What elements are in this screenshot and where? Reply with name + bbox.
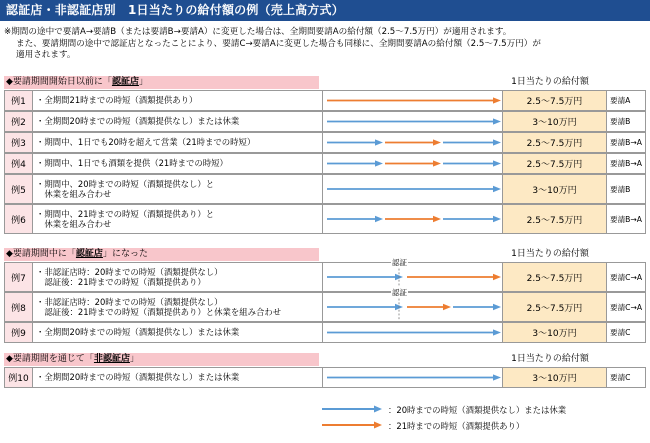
row-number: 例2: [5, 112, 33, 131]
row-amount: 3～10万円: [502, 175, 606, 203]
section-head-2: ◆要請期間中に「認証店」になった: [4, 248, 319, 261]
row-amount: 2.5～7.5万円: [502, 154, 606, 173]
row-timeline: [322, 368, 502, 387]
table-row: [4, 90, 646, 111]
row-amount: 2.5～7.5万円: [502, 205, 606, 233]
row-amount: 2.5～7.5万円: [502, 263, 606, 291]
table-row: [4, 153, 646, 174]
section-head-2-em: 認証店: [75, 249, 103, 259]
row-type: 要請B: [606, 175, 646, 203]
row-amount: 3～10万円: [502, 368, 606, 387]
row-description: ・非認証店時：20時までの時短（酒類提供なし） 認証後：21時までの時短（酒類提供あり）: [36, 266, 223, 287]
timeline-arrow: [323, 293, 503, 321]
legend-blue-arrow-icon: [320, 404, 384, 414]
note-line-1: ※期間の途中で要請A→要請B（または要請B→要請A）に変更した場合は、全期間要請Aの給付額（2.5～7.5万円）が適用されます。: [4, 27, 512, 37]
note-line-2: また、要請期間の途中で認証店となったことにより、要請C→要請Aに変更した場合も同様に、全期間要請Aの給付額（2.5～7.5万円）が: [16, 38, 541, 49]
table-row: [4, 111, 646, 132]
timeline-arrow: [323, 154, 503, 173]
legend-item-blue: [320, 402, 640, 418]
legend: [320, 402, 640, 434]
row-number: 例8: [5, 293, 33, 321]
row-description: ・期間中、20時までの時短（酒類提供なし）と 休業を組み合わせ: [36, 178, 215, 199]
row-timeline: [322, 288, 502, 321]
timeline-arrow: [323, 91, 503, 110]
timeline-arrow: [323, 323, 503, 342]
legend-label-orange: ：21時までの時短（酒類提供あり）: [388, 421, 525, 431]
row-number: 例7: [5, 263, 33, 291]
row-description: ・期間中、1日でも20時を超えて営業（21時までの時短）: [36, 137, 256, 148]
page-title: 認証店・非認証店別 1日当たりの給付額の例（売上高方式）: [0, 0, 650, 21]
legend-item-orange: [320, 418, 640, 434]
section-head-1-em: 認証店: [111, 77, 139, 87]
row-description: ・全期間20時までの時短（酒類提供なし）または休業: [36, 372, 240, 383]
row-timeline: [322, 91, 502, 110]
row-number: 例10: [5, 368, 33, 387]
row-timeline: [322, 133, 502, 152]
row-timeline: [322, 112, 502, 131]
row-timeline: [322, 323, 502, 342]
row-timeline: [322, 258, 502, 291]
legend-label-blue: ：20時までの時短（酒類提供なし）または休業: [388, 405, 567, 415]
row-number: 例9: [5, 323, 33, 342]
note-text: [4, 27, 644, 62]
row-type: 要請B→A: [606, 133, 646, 152]
row-amount: 3～10万円: [502, 112, 606, 131]
timeline-arrow: [323, 133, 503, 152]
table-row: [4, 174, 646, 204]
nintei-label: 認証: [392, 288, 407, 297]
row-amount: 2.5～7.5万円: [502, 293, 606, 321]
kyuufu-header-1: 1日当たりの給付額: [511, 77, 589, 87]
row-number: 例1: [5, 91, 33, 110]
row-description: ・全期間21時までの時短（酒類提供あり）: [36, 95, 198, 106]
row-type: 要請B→A: [606, 205, 646, 233]
table-row: [4, 367, 646, 388]
row-timeline: [322, 154, 502, 173]
section-head-3-em: 非認証店: [93, 354, 130, 364]
row-amount: 3～10万円: [502, 323, 606, 342]
timeline-arrow: [323, 368, 503, 387]
section-head-1: ◆要請期間開始日以前に「認証店」: [4, 76, 319, 89]
row-type: 要請B→A: [606, 154, 646, 173]
row-type: 要請C→A: [606, 263, 646, 291]
table-row: [4, 258, 646, 292]
row-type: 要請B: [606, 112, 646, 131]
row-description: ・期間中、21時までの時短（酒類提供あり）と 休業を組み合わせ: [36, 208, 215, 229]
note-line-3: 適用されます。: [16, 50, 76, 60]
kyuufu-header-3: 1日当たりの給付額: [511, 354, 589, 364]
row-timeline: [322, 205, 502, 233]
table-row: [4, 204, 646, 234]
timeline-arrow: [323, 112, 503, 131]
row-amount: 2.5～7.5万円: [502, 133, 606, 152]
table-row: [4, 132, 646, 153]
legend-orange-arrow-icon: [320, 420, 384, 430]
timeline-arrow: [323, 263, 503, 291]
timeline-arrow: [323, 175, 503, 203]
row-number: 例5: [5, 175, 33, 203]
row-type: 要請C: [606, 368, 646, 387]
row-timeline: [322, 175, 502, 203]
row-number: 例4: [5, 154, 33, 173]
row-description: ・全期間20時までの時短（酒類提供なし）または休業: [36, 327, 240, 338]
row-description: ・全期間20時までの時短（酒類提供なし）または休業: [36, 116, 240, 127]
row-number: 例3: [5, 133, 33, 152]
row-amount: 2.5～7.5万円: [502, 91, 606, 110]
row-description: ・非認証店時：20時までの時短（酒類提供なし） 認証後：21時までの時短（酒類提供あり）と休業を組み合わせ: [36, 296, 282, 317]
row-type: 要請A: [606, 91, 646, 110]
table-row: [4, 288, 646, 322]
nintei-label: 認証: [392, 258, 407, 267]
row-type: 要請C→A: [606, 293, 646, 321]
row-type: 要請C: [606, 323, 646, 342]
timeline-arrow: [323, 205, 503, 233]
row-description: ・期間中、1日でも酒類を提供（21時までの時短）: [36, 158, 228, 169]
row-number: 例6: [5, 205, 33, 233]
section-head-3: ◆要請期間を通じて「非認証店」: [4, 353, 319, 366]
table-row: [4, 322, 646, 343]
kyuufu-header-2: 1日当たりの給付額: [511, 249, 589, 259]
